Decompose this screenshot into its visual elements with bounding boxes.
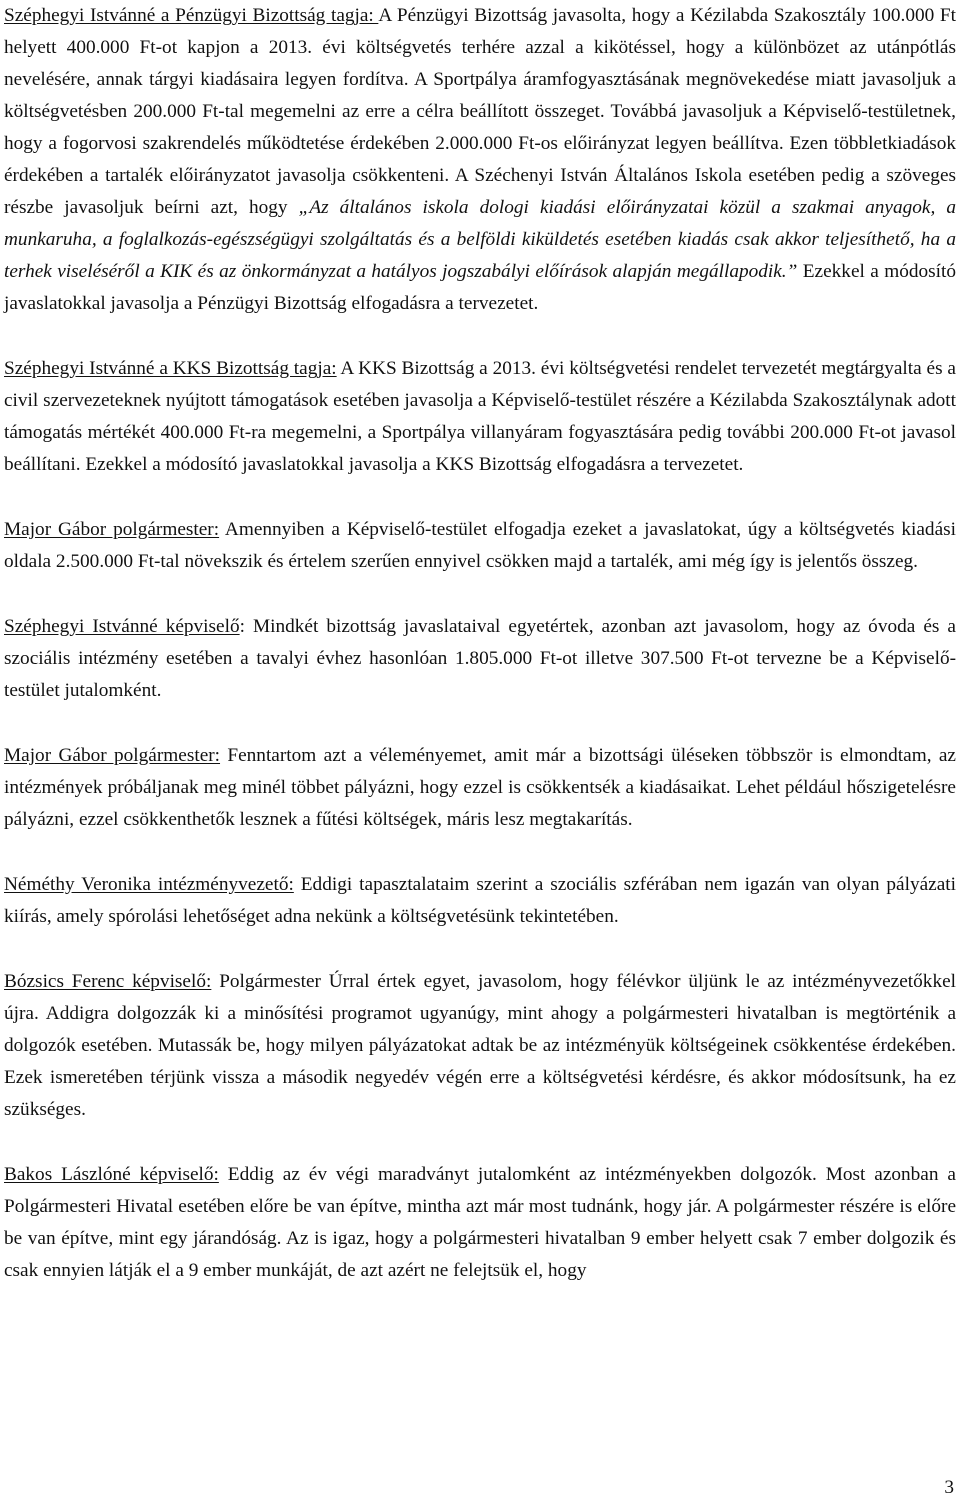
paragraph-kks-bizottsag: [4, 353, 956, 481]
paragraph-szephegyi-kepviselo: [4, 611, 956, 707]
speaker-name: Bakos Lászlóné képviselő:: [4, 1164, 219, 1185]
paragraph-text: Eddigi tapasztalataim szerint a szociális szférában nem igazán van olyan pályázati kiírás, amely spórolási lehetőséget adna nekünk a költségvetésünk tekintetében.: [4, 874, 957, 927]
speaker-name: Néméthy Veronika intézményvezető:: [4, 874, 294, 895]
paragraph-bakos-kepviselo: [4, 1159, 956, 1287]
quoted-italic-text: „Az általános iskola dologi kiadási előirányzatai közül a szakmai anyagok, a munkaruha, a foglalkozás-egészségügyi szolgáltatás és a belföldi kiküldetés esetében kiadás csak akkor teljesíthető, ha a terhek viseléséről a KIK és az önkormányzat a hatályos jogszabályi előírások alapján megállapodik.”: [4, 197, 956, 282]
paragraph-text: Amennyiben a Képviselő-testület elfogadja ezeket a javaslatokat, úgy a költségvetés kiadási oldala 2.500.000 Ft-tal növekszik és értelem szerűen ennyivel csökken majd a tartalék, ami még így is jelentős összeg.: [4, 519, 956, 572]
paragraph-text: A Pénzügyi Bizottság javasolta, hogy a Kézilabda Szakosztály 100.000 Ft helyett 400.000 Ft-ot kapjon a 2013. évi költségvetés terhére azzal a kikötéssel, hogy a különbözet az utánpótlás nevelésére, annak tárgyi kiadásaira legyen fordítva. A Sportpálya áramfogyasztásának megnövekedése miatt javasoljuk a költségvetésben 200.000 Ft-tal megemelni az erre a célra beállított összeget. Továbbá javasoljuk a Képviselő-testületnek, hogy a fogorvosi szakrendelés működtetése érdekében 2.000.000 Ft-os előirányzat legyen beállítva. Ezen többletkiadások érdekében a tartalék előirányzatot javasolja csökkenteni. A Széchenyi István Általános Iskola esetében pedig a szöveges részbe javasoljuk beírni azt, hogy: [4, 5, 956, 218]
speaker-name: Széphegyi Istvánné képviselő: [4, 616, 240, 637]
paragraph-penzugyi-bizottsag: [4, 0, 956, 320]
paragraph-bozsics-kepviselo: [4, 966, 956, 1126]
speaker-name: Széphegyi Istvánné a Pénzügyi Bizottság tagja:: [4, 5, 379, 26]
paragraph-text: Eddig az év végi maradványt jutalomként az intézményekben dolgozók. Most azonban a Polgármesteri Hivatal esetében előre be van építve, mintha azt már most tudnánk, hogy jár. A polgármester részére is előre be van építve, mint egy járandóság. Az is igaz, hogy a polgármesteri hivatalban 9 ember helyett csak 7 ember dolgozik és csak ennyien látják el a 9 ember munkáját, de azt azért ne felejtsük el, hogy: [4, 1164, 956, 1281]
speaker-name: Major Gábor polgármester:: [4, 745, 221, 766]
paragraph-text: A KKS Bizottság a 2013. évi költségvetési rendelet tervezetét megtárgyalta és a civil szervezeteknek nyújtott támogatások esetében javasolja a Képviselő-testület részére a Kézilabda Szakosztálynak adott támogatás mértékét 400.000 Ft-ra megemelni, a Sportpálya villanyáram fogyasztására pedig további 200.000 Ft-ot javasol beállítani. Ezekkel a módosító javaslatokkal javasolja a KKS Bizottság elfogadásra a tervezetet.: [4, 358, 956, 475]
document-page: [4, 0, 956, 1320]
paragraph-text: Fenntartom azt a véleményemet, amit már a bizottsági üléseken többször is elmondtam, az intézmények próbáljanak meg minél többet pályázni, hogy ezzel is csökkentsék a kiadásaikat. Lehet például hőszigetelésre pályázni, ezzel csökkenthetők lesznek a fűtési költségek, máris lesz megtakarítás.: [4, 745, 956, 830]
page-number: 3: [944, 1477, 954, 1498]
speaker-name: Major Gábor polgármester:: [4, 519, 220, 540]
paragraph-text: : Mindkét bizottság javaslataival egyetértek, azonban azt javasolom, hogy az óvoda és a szociális intézmény esetében a tavalyi évhez hasonlóan 1.805.000 Ft-ot illetve 307.500 Ft-ot tervezne be a Képviselő-testület jutalomként.: [4, 616, 956, 701]
speaker-name: Széphegyi Istvánné a KKS Bizottság tagja:: [4, 358, 337, 379]
paragraph-polgarmester-2: [4, 740, 956, 836]
paragraph-polgarmester-1: [4, 514, 956, 578]
paragraph-nemethy-intezmenyvezeto: [4, 869, 956, 933]
paragraph-text: Polgármester Úrral értek egyet, javasolom, hogy félévkor üljünk le az intézményvezetőkkel újra. Addigra dolgozzák ki a minősítési programot ugyanúgy, mint ahogy a polgármesteri hivatalban is megtörténik a dolgozók esetében. Mutassák be, hogy milyen pályázatokat adtak be az intézményük költségeinek csökkentése érdekében. Ezek ismeretében térjünk vissza a második negyedév végén erre a költségvetési kérdésre, és akkor módosítsunk, ha ez szükséges.: [4, 971, 956, 1120]
speaker-name: Bózsics Ferenc képviselő:: [4, 971, 212, 992]
paragraph-text-continued: Ezekkel a módosító javaslatokkal javasolja a Pénzügyi Bizottság elfogadásra a tervezetet.: [4, 261, 956, 314]
